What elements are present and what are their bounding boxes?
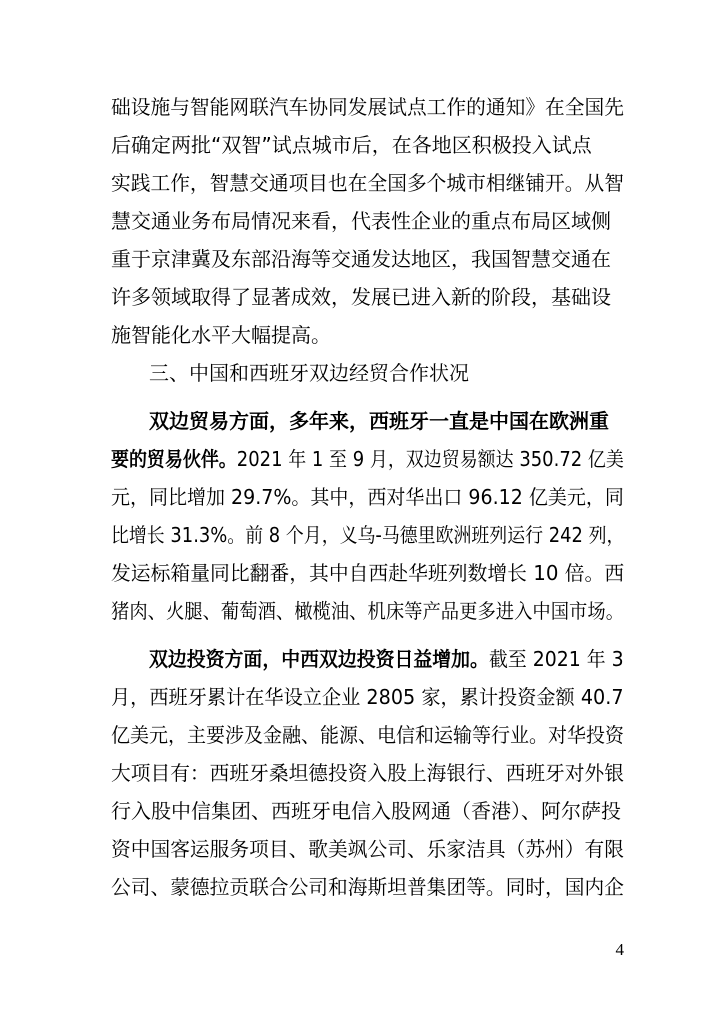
paragraph2-line-3: 元，同比增加 29.7%。其中，西对华出口 96.12 亿美元，同 <box>111 485 624 509</box>
paragraph2-line-6: 猪肉、火腿、葡萄酒、橄榄油、机床等产品更多进入中国市场。 <box>111 599 625 623</box>
section-heading: 三、中国和西班牙双边经贸合作状况 <box>149 361 469 385</box>
paragraph1-line-1: 础设施与智能网联汽车协同发展试点工作的通知》在全国先 <box>111 95 624 119</box>
paragraph1-line-4: 慧交通业务布局情况来看，代表性企业的重点布局区域侧 <box>111 209 611 233</box>
paragraph2-line-5: 发运标箱量同比翻番，其中自西赴华班列数增长 10 倍。西 <box>111 561 625 585</box>
paragraph3-line-1 <box>149 644 624 674</box>
paragraph2-line-2-rest: 2021 年 1 至 9 月，双边贸易额达 350.72 亿美 <box>236 447 624 471</box>
paragraph3-line-4: 大项目有：西班牙桑坦德投资入股上海银行、西班牙对外银 <box>111 761 624 785</box>
paragraph3-line-3: 亿美元，主要涉及金融、能源、电信和运输等行业。对华投资 <box>111 723 624 747</box>
paragraph1-line-3: 实践工作，智慧交通项目也在全国多个城市相继铺开。从智 <box>111 171 624 195</box>
paragraph2-lead-bold: 要的贸易伙伴。 <box>111 447 237 471</box>
paragraph3-line-6: 资中国客运服务项目、歌美飒公司、乐家洁具（苏州）有限 <box>111 837 624 861</box>
paragraph3-line-7: 公司、蒙德拉贡联合公司和海斯坦普集团等。同时，国内企 <box>111 875 624 899</box>
paragraph2-line-1: 双边贸易方面，多年来，西班牙一直是中国在欧洲重 <box>149 409 609 433</box>
page-number: 4 <box>615 940 624 959</box>
paragraph3-line-5: 行入股中信集团、西班牙电信入股网通（香港）、阿尔萨投 <box>111 799 621 823</box>
paragraph1-line-2: 后确定两批“双智”试点城市后，在各地区积极投入试点 <box>111 133 592 157</box>
paragraph1-line-5: 重于京津冀及东部沿海等交通发达地区，我国智慧交通在 <box>111 247 611 271</box>
paragraph3-line-2: 月，西班牙累计在华设立企业 2805 家，累计投资金额 40.7 <box>111 685 624 709</box>
paragraph1-line-7: 施智能化水平大幅提高。 <box>111 323 331 347</box>
paragraph1-line-6: 许多领域取得了显著成效，发展已进入新的阶段，基础设 <box>111 285 611 309</box>
paragraph3-lead-bold: 双边投资方面，中西双边投资日益增加。 <box>149 647 489 671</box>
paragraph2-line-4: 比增长 31.3%。前 8 个月，义乌-马德里欧洲班列运行 242 列， <box>111 523 625 547</box>
paragraph2-line-2 <box>111 444 624 474</box>
paragraph3-line-1-rest: 截至 2021 年 3 <box>488 647 624 671</box>
